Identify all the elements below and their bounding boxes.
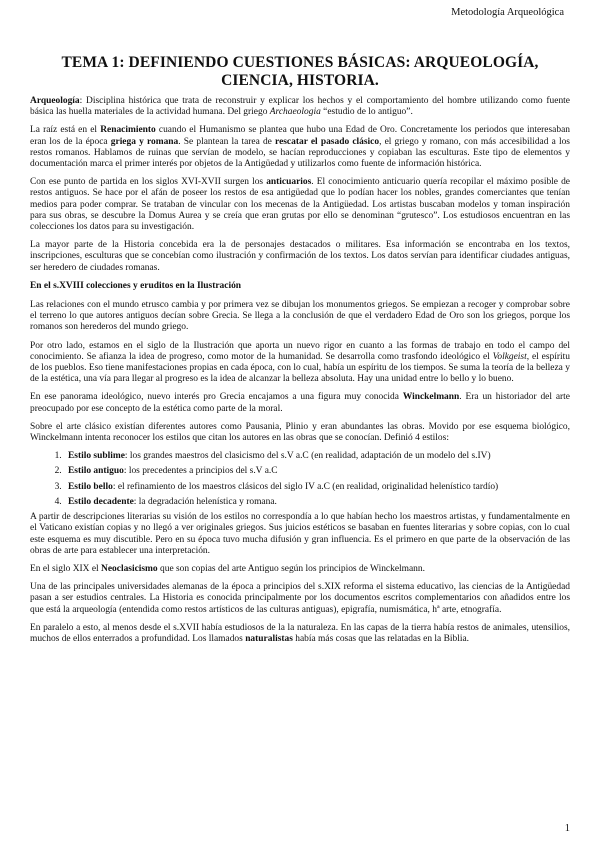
document-body (30, 96, 570, 652)
paragraph-renacimiento: La raíz está en el Renacimiento cuando el Humanismo se plantea que hubo una Edad de Oro. Concretamente los periodos que interesaban eran los de la época griega y romana. Se plantean la tarea de rescatar el pasado clásico, el griego y romano, con más accesibilidad a los restos romanos. Hablamos de ruinas que servían de modelo, se hacían reproducciones y copiaban las esculturas. Este tipo de elementos y documentación marca el primer interés por objetos de la Antigüedad y utilizarlos como fuente de información histórica. (30, 125, 570, 170)
paragraph-ilustracion: Por otro lado, estamos en el siglo de la Ilustración que aporta un nuevo rigor en cuanto a las formas de trabajo en todo el campo del conocimiento. Se afianza la idea de progreso, como motor de la humanidad. Se desarrolla como trasfondo ideológico el Volkgeist, el espíritu de los pueblos. Eso tiene manifestaciones propias en cada época, con lo cual, había un espíritu de los tiempos. Se suma la teoría de la belleza y de la estética, una vía para llegar al progreso es la idea de alcanzar la belleza absoluta. Hay una unidad entre lo bello y lo bueno. (30, 340, 570, 385)
running-header: Metodología Arqueológica (451, 7, 564, 18)
paragraph-winckelmann: En ese panorama ideológico, nuevo interés pro Grecia encajamos a una figura muy conocida Winckelmann. Era un historiador del arte preocupado por ese concepto de la estética como parte de la moral. (30, 392, 570, 414)
paragraph-definition: Arqueología: Disciplina histórica que trata de reconstruir y explicar los hechos y el comportamiento del hombre utilizando como fuente básica las huella materiales de la actividad humana. Del griego Archaeologia “estudio de lo antiguo”. (30, 96, 570, 118)
styles-list (30, 451, 570, 508)
list-item: 1. Estilo sublime: los grandes maestros del clasicismo del s.V a.C (en realidad, adaptación de un modelo del s.IV) (64, 451, 570, 462)
paragraph-descripciones: A partir de descripciones literarias su visión de los estilos no correspondía a lo que habían hecho los maestros artistas, y fundamentalmente en el Vaticano existían copias y no llegó a ver originales griegos. Sus juicios estéticos se basaban en fuentes literarias y sobre copias, con lo cual este esquema es muy discutible. Pero en su época tuvo mucha difusión y gran influencia. Es el primero en que parte de la observación de las obras de arte para establecer una interpretación. (30, 512, 570, 556)
list-item: 4. Estilo decadente: la degradación helenística y romana. (64, 497, 570, 508)
list-item: 3. Estilo bello: el refinamiento de los maestros clásicos del siglo IV a.C (en realidad, originalidad helenístico tardío) (64, 482, 570, 493)
page-number: 1 (564, 823, 570, 834)
paragraph-anticuarios: Con ese punto de partida en los siglos XVI-XVII surgen los anticuarios. El conocimiento anticuario quería recopilar el máximo posible de restos antiguos. Se hace por el afán de poseer los restos de esa antigüedad que lo podían hacer los nobles, grandes comerciantes que tenían medios para poder comprar. Se trataban de vincular con los mecenas de la Antigüedad. Los artistas buscaban modelos y toman inspiración para sus obras, se descubre la Domus Aurea y se creía que eran grutas por ello se denominan “grutesco”. Los estudiosos encuentran en las colecciones los datos para su investigación. (30, 177, 570, 233)
greek-term: Archaeologia (269, 107, 321, 118)
paragraph-neoclasicismo: En el siglo XIX el Neoclasicismo que son copias del arte Antiguo según los principios de Winckelmann. (30, 563, 425, 574)
section-heading: En el s.XVIII colecciones y eruditos en la Ilustración (30, 280, 242, 291)
paragraph-etrusco: Las relaciones con el mundo etrusco cambia y por primera vez se dibujan los monumentos griegos. Se empiezan a recoger y comprobar sobre el terreno lo que autores antiguos decían sobre Grecia. Se llega a la conclusión de que el verdadero Edad de Oro son los griegos, porque los romanos son herederos del mundo griego. (30, 300, 570, 333)
paragraph-autores: Sobre el arte clásico existían diferentes autores como Pausania, Plinio y eran abundantes las obras. Movido por ese esquema biológico, Winckelmann intenta reconocer los estilos que citan los autores en las obras que se conocían. Definió 4 estilos: (30, 421, 570, 444)
term-arqueologia: Arqueología (30, 96, 80, 106)
paragraph-historia: La mayor parte de la Historia concebida era la de personajes destacados o militares. Esa información se encontraba en los textos, inscripciones, esculturas que se concebían como ilustración y confirmación de los textos. Los datos servían para identificar ciudades antiguas, ser heredero de ciudades romanas. (30, 240, 570, 273)
page-title: TEMA 1: DEFINIENDO CUESTIONES BÁSICAS: ARQUEOLOGÍA, CIENCIA, HISTORIA. (61, 54, 539, 89)
list-item: 2. Estilo antiguo: los precedentes a principios del s.V a.C (64, 466, 570, 477)
paragraph-universidades: Una de las principales universidades alemanas de la época a principios del s.XIX reforma el sistema educativo, las ciencias de la Antigüedad pasan a ser estudios centrales. La Historia es conocida principalmente por los documentos escritos complementarios con añadidos entre los que está la arqueología (entendida como restos artísticos de las culturas antiguas), epigrafía, numismática, hª arte, etnografía. (30, 582, 570, 615)
paragraph-naturalistas: En paralelo a esto, al menos desde el s.XVII había estudiosos de la la naturaleza. En las capas de la tierra había restos de animales, utensilios, muchos de ellos enterrados a profundidad. Los llamados naturalistas había más cosas que las relatadas en la Biblia. (30, 622, 570, 644)
